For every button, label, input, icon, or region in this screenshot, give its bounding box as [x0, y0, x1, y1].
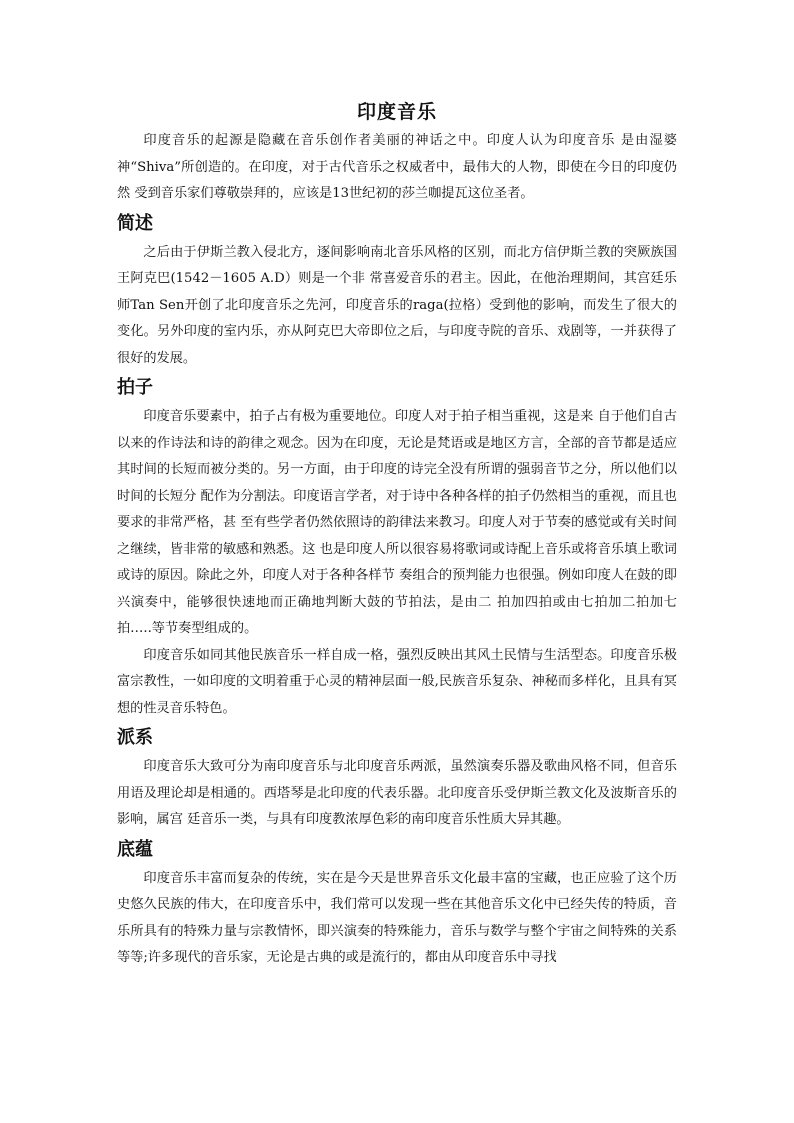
- section-paragraph: 印度音乐丰富而复杂的传统，实在是今天是世界音乐文化最丰富的宝藏，也正应验了这个历史悠久民族的伟大，在印度音乐中，我们常可以发现一些在其他音乐文化中已经失传的特质，音乐所具有的特殊力量与宗教情怀，即兴演奏的特殊能力，音乐与数学与整个宇宙之间特殊的关系等等;许多现代的音乐家，无论是古典的或是流行的，都由从印度音乐中寻找: [117, 870, 677, 965]
- section-paragraph: 之后由于伊斯兰教入侵北方，逐间影响南北音乐风格的区别，而北方信伊斯兰教的突厥族国王阿克巴(1542－1605 A.D）则是一个非 常喜爱音乐的君主。因此，在他治理期间，其宫廷乐师Tan Sen开创了北印度音乐之先河，印度音乐的raga(拉格）受到他的影响，而发生了很大的变化。另外印度的室内乐，亦从阿克巴大帝即位之后，与印度寺院的音乐、戏剧等，一并获得了很好的发展。: [117, 244, 677, 366]
- section-overview: [117, 210, 677, 373]
- document-body: [117, 98, 677, 972]
- intro-paragraph: 印度音乐的起源是隐藏在音乐创作者美丽的神话之中。印度人认为印度音乐 是由湿婆神“Shiva”所创造的。在印度，对于古代音乐之权威者中，最伟大的人物，即使在今日的印度仍然 受到音乐家们尊敬崇拜的，应该是13世纪初的莎兰咖提瓦这位圣者。: [117, 133, 677, 201]
- section-heading: 简述: [117, 212, 153, 234]
- section-rhythm: [117, 374, 677, 722]
- section-paragraph: 印度音乐要素中，拍子占有极为重要地位。印度人对于拍子相当重视，这是来 自于他们自古以来的作诗法和诗的韵律之观念。因为在印度，无论是梵语或是地区方言，全部的音节都是适应 其时间的长短而被分类的。另一方面，由于印度的诗完全没有所谓的强弱音节之分，所以他们以时间的长短分 配作为分割法。印度语言学者，对于诗中各种各样的拍子仍然相当的重视，而且也要求的非常严格，甚 至有些学者仍然依照诗的韵律法来教习。印度人对于节奏的感觉或有关时间之继续，皆非常的敏感和熟悉。这 也是印度人所以很容易将歌词或诗配上音乐或将音乐填上歌词或诗的原因。除此之外，印度人对于各种各样节 奏组合的预判能力也很强。例如印度人在鼓的即兴演奏中，能够很快速地而正确地判断大鼓的节拍法，是由二 拍加四拍或由七拍加二拍加七拍…..等节奏型组成的。: [117, 409, 677, 636]
- section-schools: [117, 724, 677, 834]
- section-heading: 底蕴: [117, 838, 153, 860]
- section-heading: 派系: [117, 727, 153, 748]
- section-paragraph: 印度音乐如同其他民族音乐一样自成一格，强烈反映出其风土民情与生活型态。印度音乐极富宗教性，一如印度的文明着重于心灵的精神层面一般,民族音乐复杂、神秘而多样化，且具有冥想的性灵音乐特色。: [117, 647, 677, 716]
- section-heritage: [117, 836, 677, 972]
- section-paragraph: 印度音乐大致可分为南印度音乐与北印度音乐两派，虽然演奏乐器及歌曲风格不同，但音乐用语及理论却是相通的。西塔琴是北印度的代表乐器。北印度音乐受伊斯兰教文化及波斯音乐的影响，属宫 廷音乐一类，与具有印度教浓厚色彩的南印度音乐性质大异其趣。: [117, 759, 677, 827]
- section-heading: 拍子: [117, 377, 153, 398]
- document-title: 印度音乐: [356, 101, 437, 123]
